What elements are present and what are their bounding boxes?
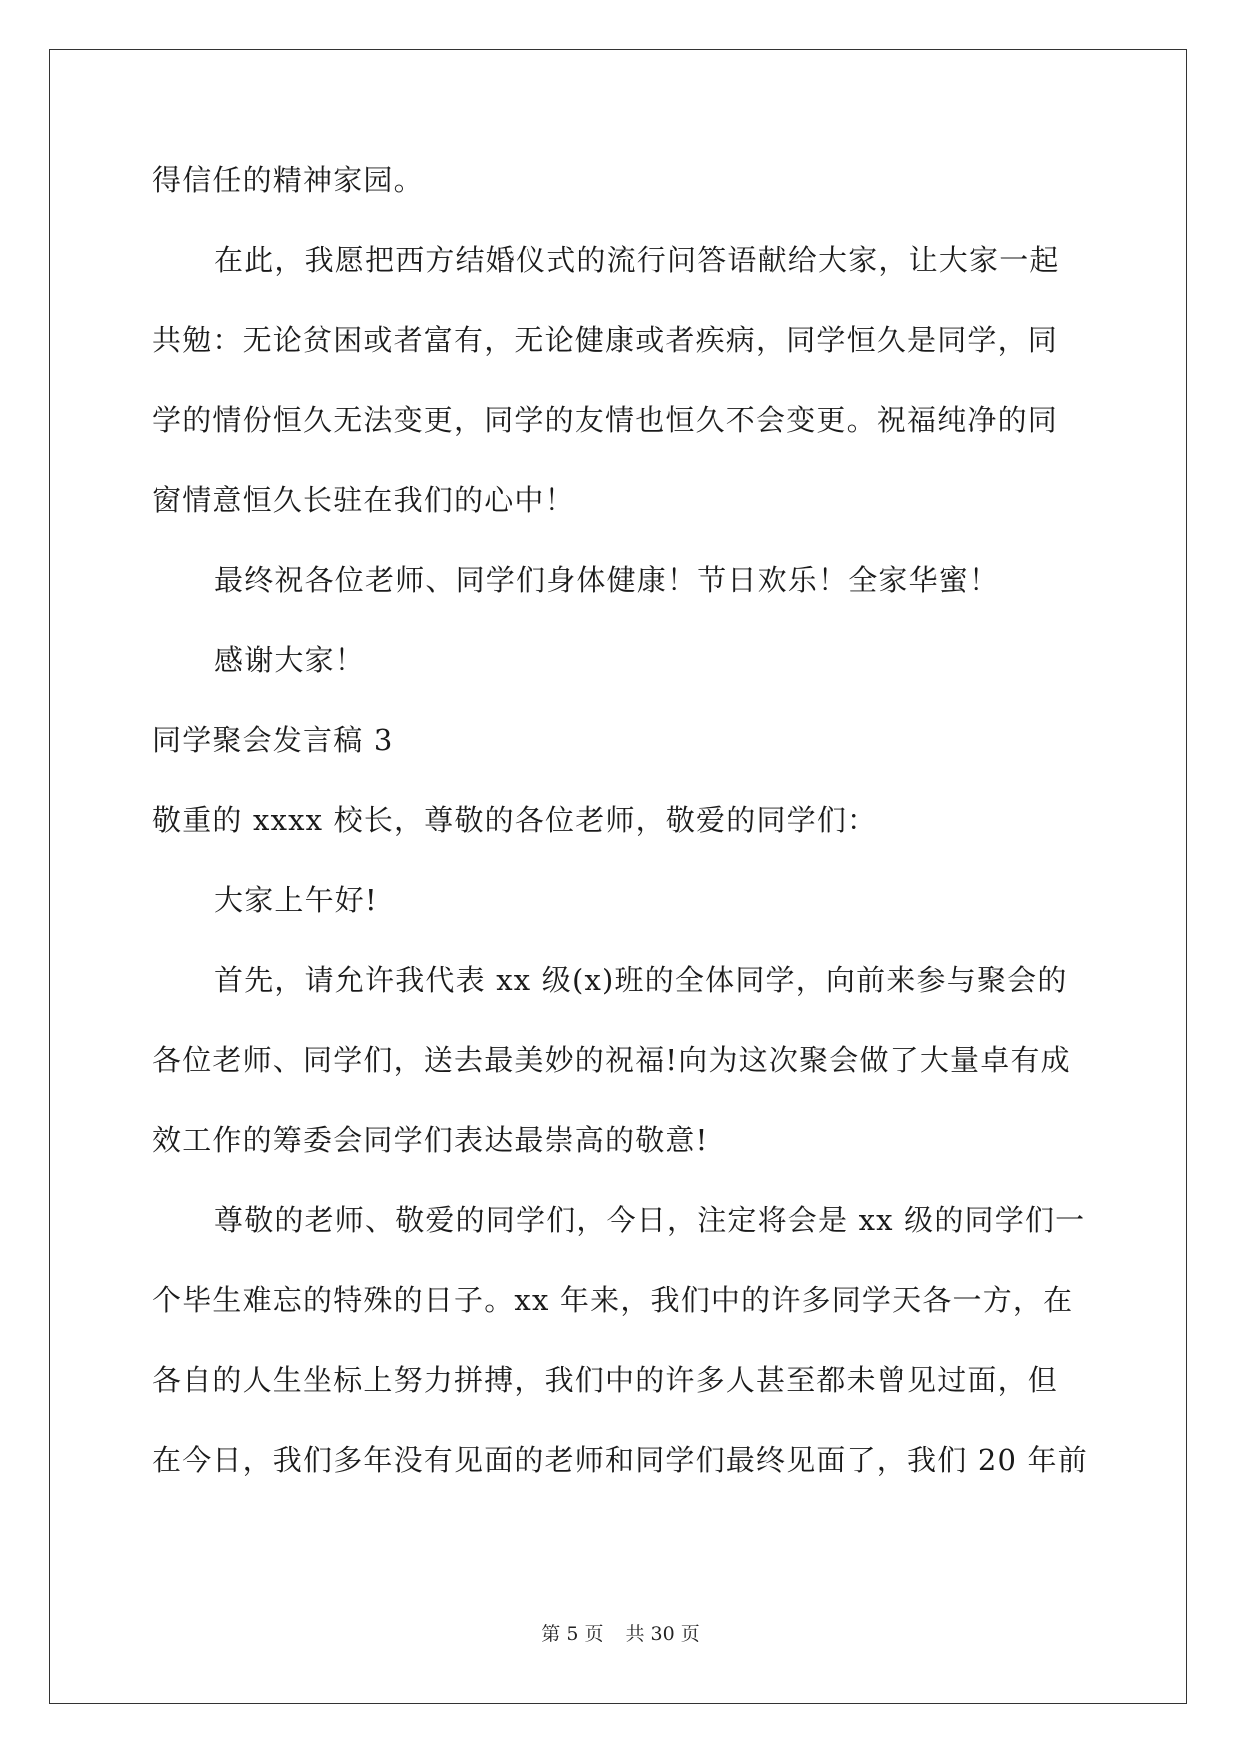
page-number: 第 5 页 xyxy=(541,1623,604,1645)
text-line: 在今日，我们多年没有见面的老师和同学们最终见面了，我们 20 年前 xyxy=(152,1443,1088,1477)
document-body xyxy=(152,160,1092,1520)
text-line: 个毕生难忘的特殊的日子。xx 年来，我们中的许多同学天各一方，在 xyxy=(152,1283,1074,1317)
text-line: 学的情份恒久无法变更，同学的友情也恒久不会变更。祝福纯净的同 xyxy=(152,403,1059,437)
text-line: 感谢大家！ xyxy=(214,643,366,677)
page-footer xyxy=(0,1622,1241,1646)
text-line: 各位老师、同学们，送去最美妙的祝福!向为这次聚会做了大量卓有成 xyxy=(152,1043,1071,1077)
text-line: 共勉：无论贫困或者富有，无论健康或者疾病，同学恒久是同学，同 xyxy=(152,323,1059,357)
text-line: 在此，我愿把西方结婚仪式的流行问答语献给大家，让大家一起 xyxy=(214,243,1060,277)
text-line: 得信任的精神家园。 xyxy=(152,163,424,197)
text-line: 各自的人生坐标上努力拼搏，我们中的许多人甚至都未曾见过面，但 xyxy=(152,1363,1059,1397)
text-line: 首先，请允许我代表 xx 级(x)班的全体同学，向前来参与聚会的 xyxy=(214,963,1068,997)
salutation-line: 敬重的 xxxx 校长，尊敬的各位老师，敬爱的同学们： xyxy=(152,803,878,837)
page-total: 共 30 页 xyxy=(625,1623,700,1645)
text-line: 窗情意恒久长驻在我们的心中！ xyxy=(152,483,575,517)
greeting-line: 大家上午好! xyxy=(214,883,378,917)
section-heading: 同学聚会发言稿 3 xyxy=(152,723,394,757)
text-line: 最终祝各位老师、同学们身体健康！节日欢乐！全家华蜜！ xyxy=(214,563,1000,597)
text-line: 效工作的筹委会同学们表达最崇高的敬意! xyxy=(152,1123,709,1157)
text-line: 尊敬的老师、敬爱的同学们，今日，注定将会是 xx 级的同学们一 xyxy=(214,1203,1086,1237)
